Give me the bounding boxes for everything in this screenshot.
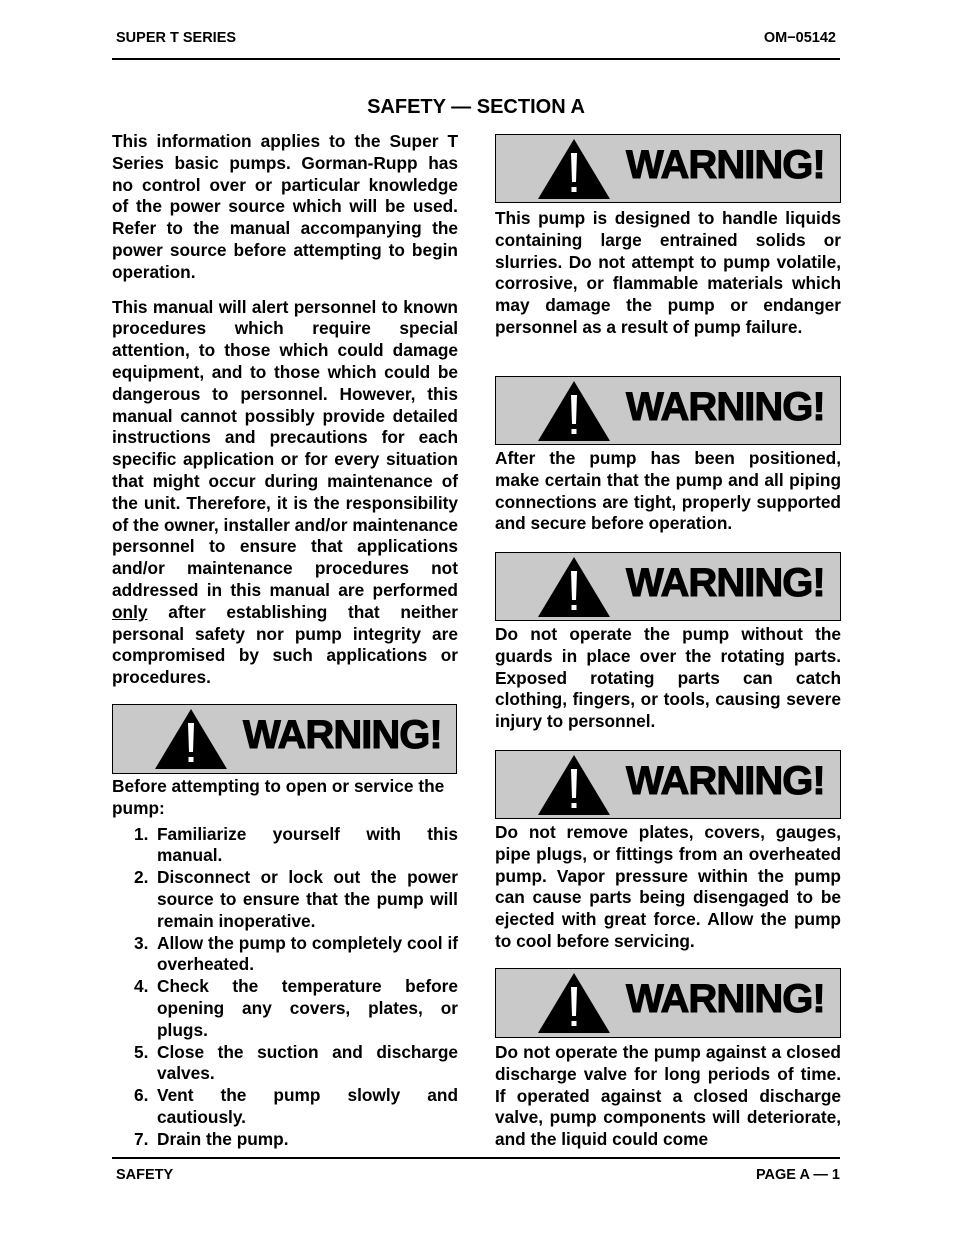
warning-text-4: Do not remove plates, covers, gauges, pipe plugs, or fittings from an overheated pump. Vapor pressure within the pump can cause parts being disengaged to be ejected with great force. Allow the pump to cool before servicing. xyxy=(495,822,841,951)
warning-label: WARNING! xyxy=(243,713,442,757)
section-title: SAFETY — SECTION A xyxy=(367,96,585,118)
page-footer xyxy=(112,1157,840,1189)
list-item: 7. Drain the pump. xyxy=(134,1128,289,1149)
warning-label: WARNING! xyxy=(626,561,825,605)
warning-text-3: Do not operate the pump without the guards in place over the rotating parts. Exposed rotating parts can catch clothing, fingers, or tools, causing severe injury to personnel. xyxy=(495,624,841,732)
warning-text-2: After the pump has been positioned, make certain that the pump and all piping connections are tight, properly supported and secure before operation. xyxy=(495,448,841,534)
warning-label: WARNING! xyxy=(626,385,825,429)
footer-section: SAFETY xyxy=(116,1167,174,1183)
intro-paragraph-1: This information applies to the Super T Series basic pumps. Gorman-Rupp has no control over or particular knowledge of the power source which will be used. Refer to the manual accompanying the power source before attempting to begin operation. xyxy=(112,131,458,282)
warning-text-1: This pump is designed to handle liquids containing large entrained solids or slurries. Do not attempt to pump volatile, corrosive, or flammable materials which may damage the pump or endanger personnel as a result of pump failure. xyxy=(495,208,841,337)
warning-banner-4 xyxy=(495,750,841,819)
header-doc-number: OM−05142 xyxy=(763,30,836,46)
warning-triangle-icon xyxy=(536,379,612,443)
emphasis-only: only xyxy=(112,601,148,622)
warning-triangle-icon xyxy=(536,753,612,817)
intro-paragraph-2: This manual will alert personnel to known procedures which require special attention, to those which could damage equipment, and to those which could be dangerous to personnel. However, this manual cannot possibly provide detailed instructions and precautions for each specific application or for every situation that might occur during maintenance of the unit. Therefore, it is the responsibility of the owner, installer and/or maintenance personnel to ensure that applications and/or maintenance procedures not addressed in this manual are performed only after establishing that neither personal safety nor pump integrity are compromised by such applications or procedures. xyxy=(112,296,458,688)
left-column-procedure xyxy=(112,776,458,1151)
list-item: 3. Allow the pump to completely cool if overheated. xyxy=(134,932,458,975)
warning-triangle-icon xyxy=(536,555,612,619)
list-item: 6. Vent the pump slowly and cautiously. xyxy=(134,1085,458,1127)
warning-banner-5 xyxy=(495,968,841,1038)
warning-banner-3 xyxy=(495,552,841,621)
left-column-intro xyxy=(112,131,458,689)
warning-label: WARNING! xyxy=(626,759,825,803)
warning-label: WARNING! xyxy=(626,977,825,1021)
warning-text-5: Do not operate the pump against a closed discharge valve for long periods of time. If operated against a closed discharge valve, pump components will deteriorate, and the liquid could come xyxy=(495,1042,841,1150)
warning-triangle-icon xyxy=(536,137,612,201)
warning-triangle-icon xyxy=(536,971,612,1035)
service-steps-list xyxy=(112,824,458,1151)
page-header xyxy=(112,30,840,60)
warning-triangle-icon xyxy=(153,707,229,771)
header-series: SUPER T SERIES xyxy=(116,30,237,46)
warning-intro: Before attempting to open or service the pump: xyxy=(112,776,445,818)
list-item: 4. Check the temperature before opening any covers, plates, or plugs. xyxy=(134,976,458,1040)
list-item: 1. Familiarize yourself with this manual. xyxy=(134,823,458,866)
warning-banner-1 xyxy=(495,134,841,203)
warning-banner-left xyxy=(112,704,457,774)
warning-banner-2 xyxy=(495,376,841,445)
footer-page-number: PAGE A — 1 xyxy=(755,1167,840,1183)
warning-label: WARNING! xyxy=(626,143,825,187)
list-item: 2. Disconnect or lock out the power source to ensure that the pump will remain inoperative. xyxy=(134,867,458,931)
list-item: 5. Close the suction and discharge valves. xyxy=(134,1041,458,1084)
